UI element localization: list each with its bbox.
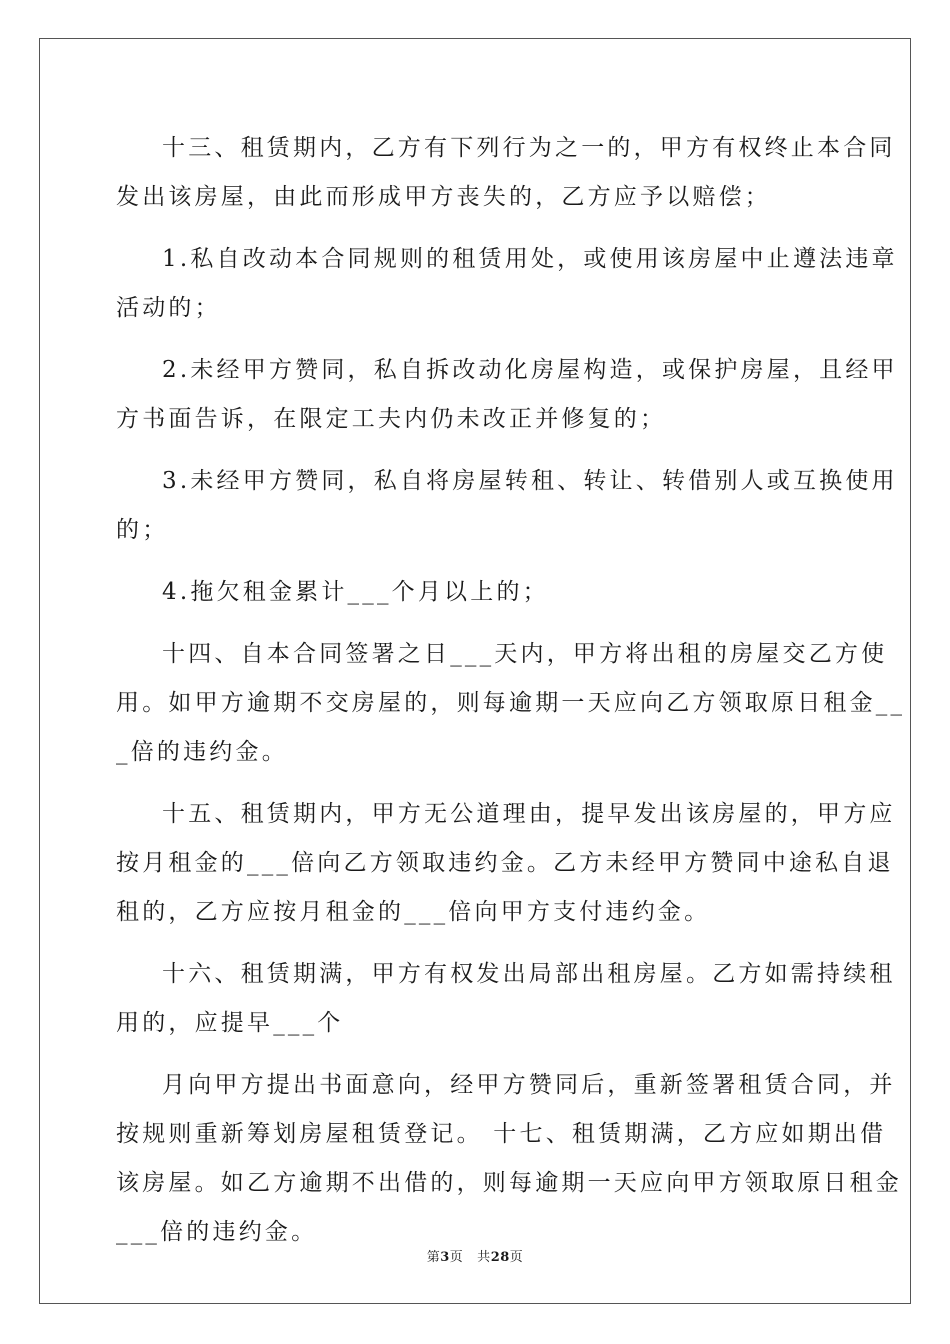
paragraph-16 [116, 950, 896, 1048]
page-footer [0, 1246, 950, 1265]
text-line: 4.拖欠租金累计___个月以上的； [162, 579, 549, 605]
text-line: _倍的违约金。 [116, 739, 288, 765]
text-line: 发出该房屋，由此而形成甲方丧失的，乙方应予以赔偿； [116, 184, 771, 210]
text-line: 按月租金的___倍向乙方领取违约金。乙方未经甲方赞同中途私自退 [116, 850, 894, 876]
paragraph-13 [116, 124, 896, 222]
text-line: 该房屋。如乙方逾期不出借的，则每逾期一天应向甲方领取原日租金 [116, 1170, 902, 1196]
text-line: 租的，乙方应按月租金的___倍向甲方支付违约金。 [116, 899, 711, 925]
text-line: ___倍的违约金。 [116, 1219, 318, 1245]
text-line: 3.未经甲方赞同，私自将房屋转租、转让、转借别人或互换使用 [162, 468, 898, 494]
text-line: 月向甲方提出书面意向，经甲方赞同后，重新签署租赁合同，并 [162, 1072, 896, 1098]
paragraph-15 [116, 790, 896, 937]
text-line: 十三、租赁期内，乙方有下列行为之一的，甲方有权终止本合同 [162, 135, 896, 161]
text-line: 活动的； [116, 295, 221, 321]
text-line: 用。如甲方逾期不交房屋的，则每逾期一天应向乙方领取原日租金__ [116, 690, 906, 716]
text-line: 方书面告诉，在限定工夫内仍未改正并修复的； [116, 406, 667, 432]
footer-total-prefix: 共 [477, 1250, 491, 1265]
paragraph-16-continued [116, 1061, 902, 1257]
paragraph-14 [116, 630, 906, 777]
current-page-number: 3 [440, 1250, 450, 1265]
total-pages-number: 28 [490, 1250, 510, 1265]
paragraph-item-1 [116, 235, 898, 333]
text-line: 2.未经甲方赞同，私自拆改动化房屋构造，或保护房屋，且经甲 [162, 357, 898, 383]
footer-prefix: 第 [426, 1250, 441, 1265]
document-body [116, 124, 906, 1257]
text-line: 1.私自改动本合同规则的租赁用处，或使用该房屋中止遵法违章 [162, 246, 898, 272]
paragraph-item-2 [116, 346, 898, 444]
paragraph-item-4 [116, 568, 836, 617]
paragraph-item-3 [116, 457, 898, 555]
footer-page-word: 页 [449, 1250, 464, 1265]
footer-total-suffix: 页 [509, 1250, 524, 1265]
text-line: 的； [116, 517, 169, 543]
text-line: 用的，应提早___个 [116, 1010, 344, 1036]
text-line: 十四、自本合同签署之日___天内，甲方将出租的房屋交乙方使 [162, 641, 888, 667]
text-line: 按规则重新筹划房屋租赁登记。 十七、租赁期满，乙方应如期出借 [116, 1121, 887, 1147]
text-line: 十六、租赁期满，甲方有权发出局部出租房屋。乙方如需持续租 [162, 961, 896, 987]
text-line: 十五、租赁期内，甲方无公道理由，提早发出该房屋的，甲方应 [162, 801, 896, 827]
